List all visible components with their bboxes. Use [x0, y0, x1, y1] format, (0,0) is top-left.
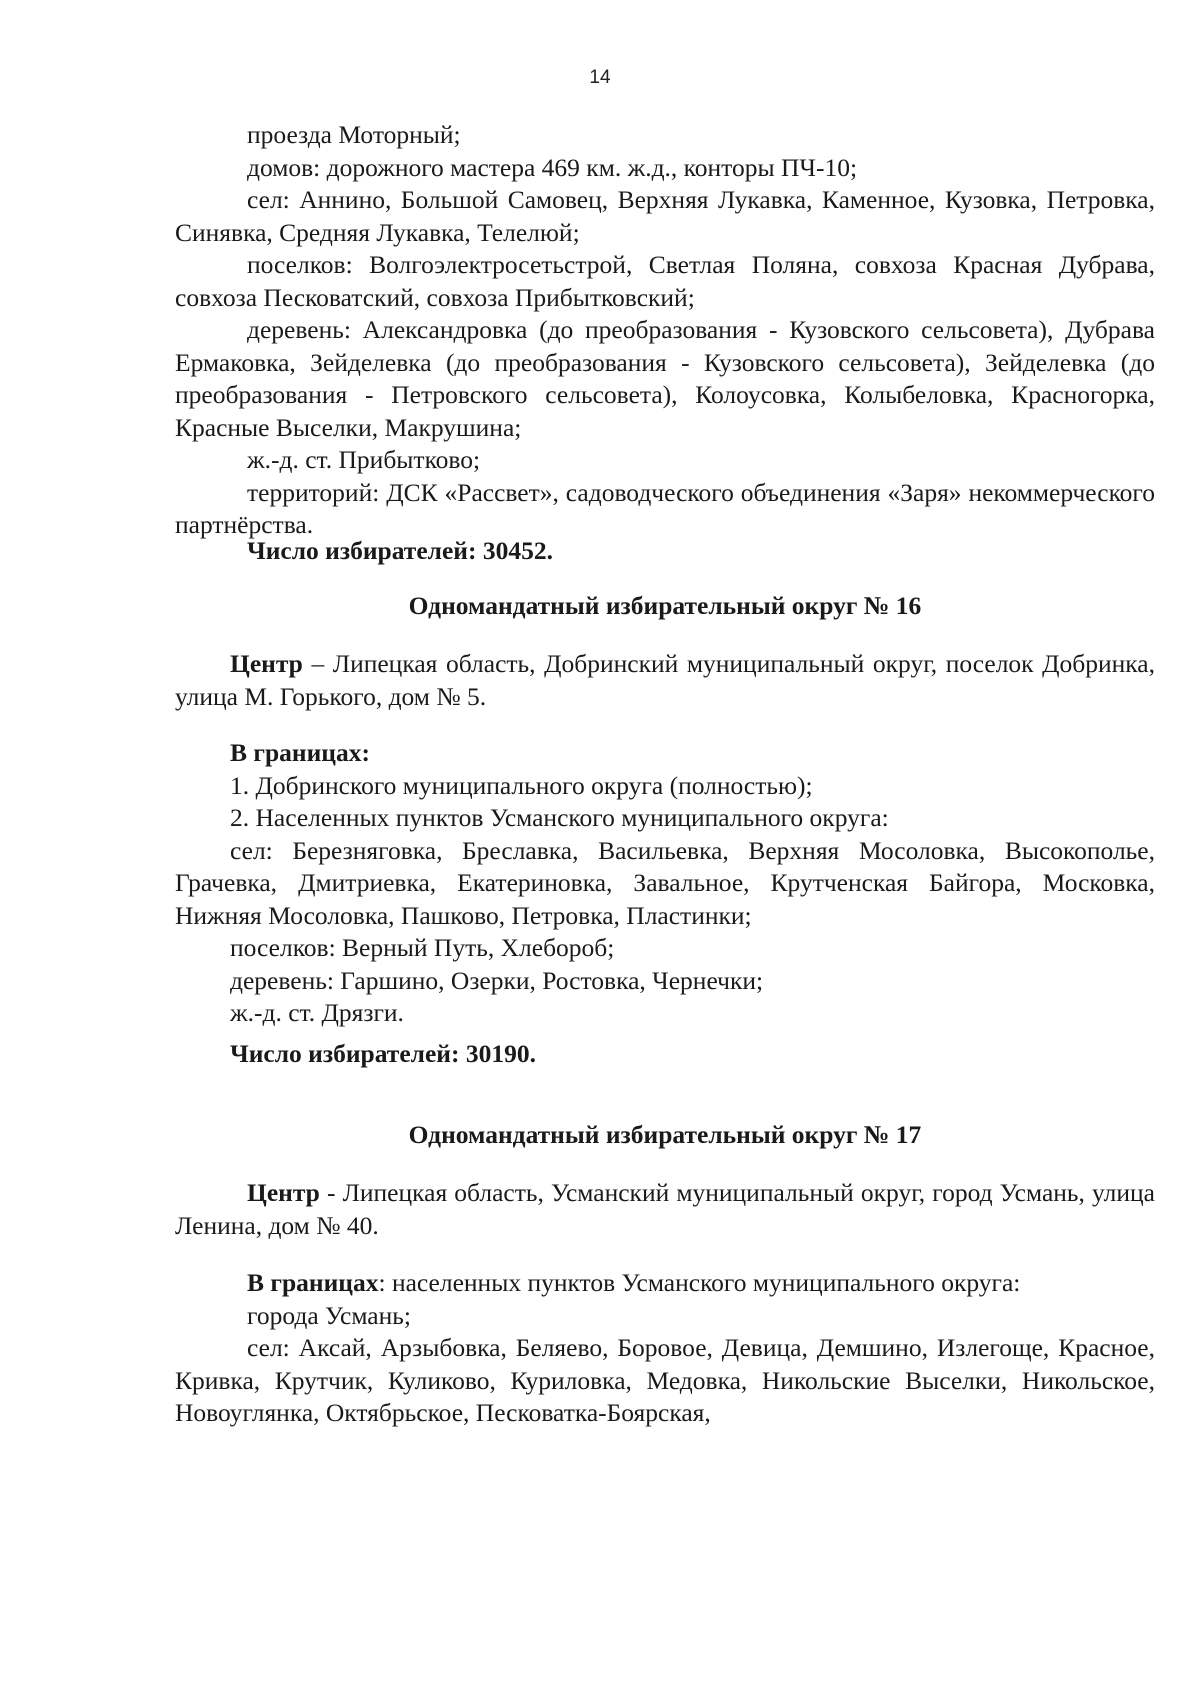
page-number: 14	[589, 67, 611, 88]
district-heading: Одномандатный избирательный округ № 16	[408, 591, 922, 620]
center-label: Центр	[247, 1178, 320, 1207]
district-16-heading-wrap	[175, 590, 1155, 623]
district-17-center	[175, 1177, 1155, 1242]
list-item: проезда Моторный;	[247, 120, 461, 149]
voters-count: Число избирателей: 30452.	[247, 536, 553, 565]
district-17-heading-wrap	[175, 1119, 1155, 1152]
list-item: города Усмань;	[247, 1300, 411, 1330]
list-item: ж.-д. ст. Прибытково;	[247, 445, 481, 474]
list-item: деревень: Александровка (до преобразования - Кузовского сельсовета), Дубрава Ермаковка, Зейделевка (до преобразования - Кузовского сельсовета), Зейделевка (до преобразования - Петровского сельсовета), Колоусовка, Колыбеловка, Красногорка, Красные Выселки, Макрушина;	[175, 315, 1155, 442]
list-item: территорий: ДСК «Рассвет», садоводческого объединения «Заря» некоммерческого партнёрства.	[175, 477, 1155, 539]
list-item: деревень: Гаршино, Озерки, Ростовка, Чернечки;	[230, 965, 764, 995]
list-item: поселков: Верный Путь, Хлебороб;	[230, 933, 615, 962]
center-text: - Липецкая область, Усманский муниципальный округ, город Усмань, улица Ленина, дом № 40.	[175, 1178, 1155, 1240]
bounds-text: : населенных пунктов Усманского муниципального округа:	[378, 1268, 1021, 1297]
voters-count: Число избирателей: 30190.	[230, 1039, 536, 1068]
list-item: ж.-д. ст. Дрязги.	[230, 998, 404, 1027]
list-item: 2. Населенных пунктов Усманского муниципального округа:	[230, 803, 889, 832]
voters-count-16-wrap	[175, 1038, 1155, 1071]
list-item: сел: Аннино, Большой Самовец, Верхняя Лукавка, Каменное, Кузовка, Петровка, Синявка, Средняя Лукавка, Телелюй;	[175, 185, 1155, 247]
list-item: домов: дорожного мастера 469 км. ж.д., конторы ПЧ-10;	[247, 152, 858, 182]
bounds-label: В границах:	[230, 738, 370, 767]
district-16-bounds	[175, 737, 1155, 1030]
list-item: 1. Добринского муниципального округа (полностью);	[230, 770, 813, 800]
bounds-label: В границах	[247, 1268, 379, 1297]
voters-count-15-wrap	[175, 535, 1155, 568]
center-label: Центр	[230, 649, 303, 678]
center-text: – Липецкая область, Добринский муниципальный округ, поселок Добринка, улица М. Горького, дом № 5.	[175, 649, 1155, 711]
district-heading: Одномандатный избирательный округ № 17	[408, 1120, 922, 1149]
list-item: поселков: Волгоэлектросетьстрой, Светлая Поляна, совхоза Красная Дубрава, совхоза Песковатский, совхоза Прибытковский;	[175, 250, 1155, 312]
district-15-tail	[175, 119, 1155, 542]
district-17-bounds	[175, 1267, 1155, 1430]
list-item: сел: Аксай, Арзыбовка, Беляево, Боровое, Девица, Демшино, Излегоще, Красное, Кривка, Крутчик, Куликово, Куриловка, Медовка, Никольские Выселки, Никольское, Новоуглянка, Октябрьское, Песковатка-Боярская,	[175, 1333, 1155, 1427]
list-item: сел: Березняговка, Бреславка, Васильевка, Верхняя Мосоловка, Высокополье, Грачевка, Дмитриевка, Екатериновка, Завальное, Крутченская Байгора, Московка, Нижняя Мосоловка, Пашково, Петровка, Пластинки;	[175, 835, 1155, 930]
district-16-center	[175, 648, 1155, 713]
